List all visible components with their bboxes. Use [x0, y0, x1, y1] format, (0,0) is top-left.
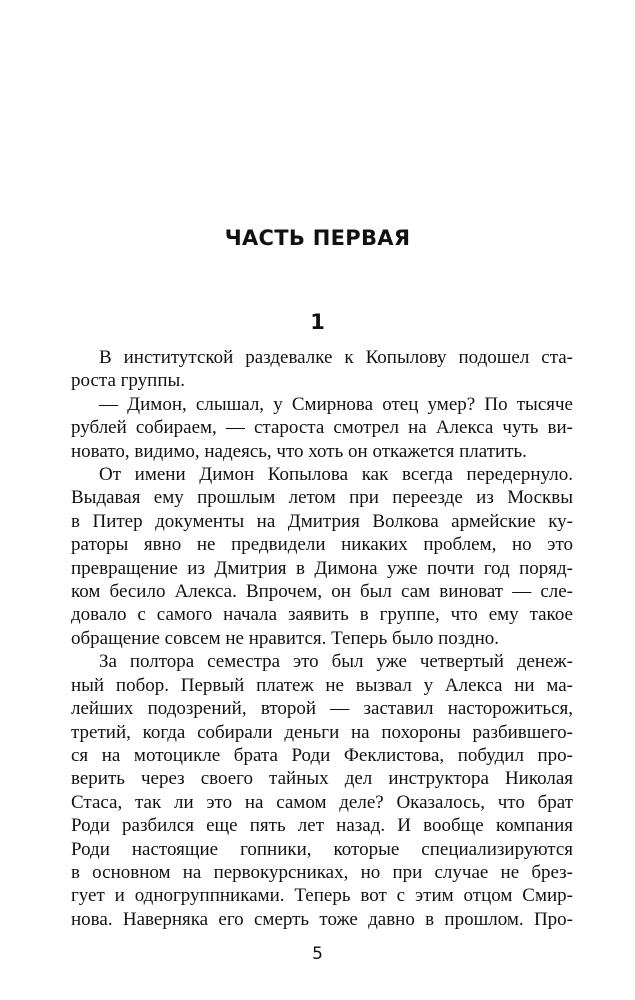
text-line: Выдавая ему прошлым летом при переезде из Москвы [71, 487, 573, 509]
body-text [71, 346, 573, 931]
text-line: превращение из Дмитрия в Димона уже почти год поряд- [71, 557, 573, 579]
text-line: гует и одногруппниками. Теперь вот с этим отцом Смир- [71, 885, 573, 907]
text-line: ком бесило Алекса. Впрочем, он был сам виноват — сле- [71, 581, 573, 603]
text-line: раторы явно не предвидели никаких проблем, но это [71, 534, 573, 556]
text-line: В институтской раздевалке к Копылову подошел ста- [99, 347, 573, 368]
text-line: Роди разбился еще пять лет назад. И вообще компания [71, 815, 573, 837]
paragraph-1 [71, 346, 573, 393]
part-title: ЧАСТЬ ПЕРВАЯ [224, 226, 411, 250]
text-line: в Питер документы на Дмитрия Волкова армейские ку- [71, 510, 573, 532]
paragraph-4 [71, 650, 573, 931]
text-line: Стаса, так ли это на самом деле? Оказалось, что брат [71, 791, 573, 813]
paragraph-3 [71, 463, 573, 650]
text-line: довало с самого начала заявить в группе, что ему такое [71, 604, 573, 626]
chapter-number: 1 [310, 310, 325, 334]
text-line: ный побор. Первый платеж не вызвал у Алекса ни ма- [71, 674, 573, 696]
text-line: в основном на первокурсниках, но при случае не брез- [71, 861, 573, 883]
text-line: — Димон, слышал, у Смирнова отец умер? По тысяче [99, 393, 573, 415]
text-line: От имени Димон Копылова как всегда передернуло. [99, 464, 573, 486]
text-line: роста группы. [71, 370, 186, 392]
paragraph-2 [71, 393, 573, 463]
text-line: обращение совсем не нравится. Теперь было поздно. [71, 627, 500, 649]
text-line: За полтора семестра это был уже четвертый денеж- [99, 651, 573, 673]
text-line: ся на мотоцикле брата Роди Феклистова, побудил про- [71, 744, 573, 766]
text-line: третий, когда собирали деньги на похороны разбившего- [71, 721, 573, 743]
text-line: Роди настоящие гопники, которые специализируются [71, 838, 573, 860]
text-line: верить через своего тайных дел инструктора Николая [71, 768, 573, 790]
text-line: рублей собираем, — староста смотрел на Алекса чуть ви- [71, 417, 573, 439]
text-line: лейших подозрений, второй — заставил насторожиться, [71, 698, 573, 720]
text-line: новато, видимо, надеясь, что хоть он откажется платить. [71, 440, 527, 462]
page-number: 5 [312, 944, 323, 964]
text-line: нова. Наверняка его смерть тоже давно в прошлом. Про- [71, 908, 573, 930]
